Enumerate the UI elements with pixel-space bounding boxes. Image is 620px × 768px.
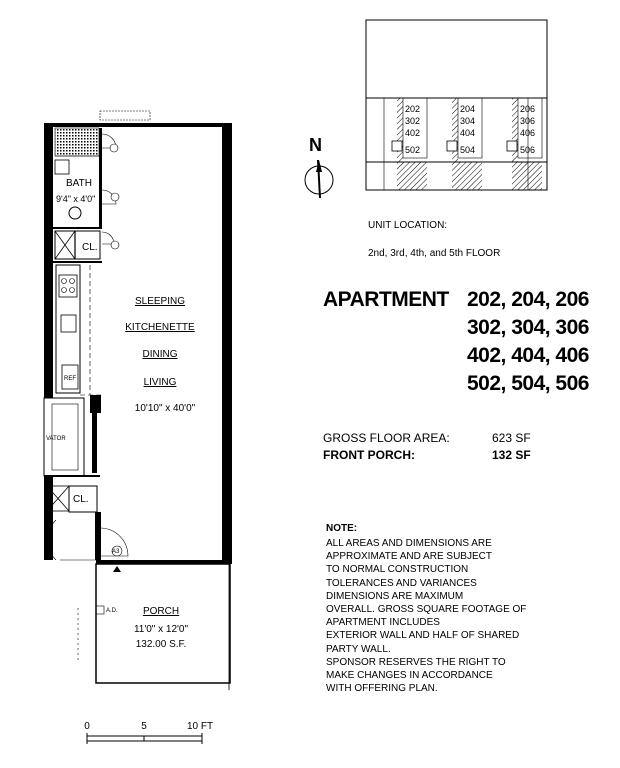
front-porch-label: FRONT PORCH: <box>323 448 415 462</box>
key-unit: 406 <box>520 128 536 138</box>
north-arrow-icon <box>305 160 333 198</box>
porch-dimension: 11'0" x 12'0" <box>133 624 189 635</box>
note-body: ALL AREAS AND DIMENSIONS ARE APPROXIMATE AND ARE SUBJECT TO NORMAL CONSTRUCTION TOLERANCES AND VARIANCES DIMENSIONS ARE MAXIMUM OVERALL. GROSS SQUARE FOOTAGE OF APARTMENT INCLUDES EXTERIOR WALL AND HALF OF SHARED PARTY WALL. SPONSOR RESERVES THE RIGHT TO MAKE CHANGES IN ACCORDANCE WITH OFFERING PLAN. <box>326 538 527 695</box>
closet-1-label: CL. <box>82 242 98 253</box>
gross-floor-area-label: GROSS FLOOR AREA: <box>323 431 450 445</box>
apartment-numbers-row: 202, 204, 206 <box>467 288 589 311</box>
key-unit: 302 <box>405 116 421 126</box>
apartment-numbers-row: 302, 304, 306 <box>467 316 589 339</box>
apartment-numbers-row: 402, 404, 406 <box>467 344 589 367</box>
note-title: NOTE: <box>326 523 358 534</box>
porch-area: 132.00 S.F. <box>135 639 187 650</box>
key-unit: 304 <box>460 116 476 126</box>
top-window <box>100 111 150 120</box>
closet-2-label: CL. <box>73 494 89 505</box>
top-wall <box>53 123 222 127</box>
key-unit: 504 <box>460 145 476 155</box>
unit-location-title: UNIT LOCATION: <box>368 220 448 231</box>
key-unit: 404 <box>460 128 476 138</box>
right-exterior-wall <box>222 123 232 560</box>
scale-label-0: 0 <box>84 721 90 732</box>
bath-tile <box>55 128 99 156</box>
room-dining: DINING <box>142 349 178 360</box>
room-sleeping: SLEEPING <box>134 296 186 307</box>
apartment-label: APARTMENT <box>323 288 449 311</box>
ref-label: REF <box>64 376 76 382</box>
scale-label-10: 10 FT <box>186 721 214 732</box>
key-unit: 206 <box>520 104 536 114</box>
elevator-label: VATOR <box>46 436 66 442</box>
key-unit: 202 <box>405 104 421 114</box>
bath-partition <box>99 128 102 228</box>
key-unit: 306 <box>520 116 536 126</box>
unit-location-floors: 2nd, 3rd, 4th, and 5th FLOOR <box>368 248 501 259</box>
key-unit: 402 <box>405 128 421 138</box>
left-exterior-wall <box>44 123 53 560</box>
key-unit: 506 <box>520 145 536 155</box>
scale-bar <box>87 733 202 744</box>
key-unit: 204 <box>460 104 476 114</box>
door-tag: A3 <box>112 549 120 555</box>
bath-label: BATH <box>66 178 92 189</box>
room-kitchenette: KITCHENETTE <box>125 322 195 333</box>
gross-floor-area-value: 623 SF <box>492 431 531 445</box>
porch-label: PORCH <box>142 606 180 617</box>
north-label: N <box>309 135 322 155</box>
front-porch-value: 132 SF <box>492 448 531 462</box>
apartment-numbers-row: 502, 504, 506 <box>467 372 589 395</box>
scale-label-5: 5 <box>141 721 147 732</box>
main-room-dimension: 10'10" x 40'0" <box>134 403 196 414</box>
key-unit: 502 <box>405 145 421 155</box>
bath-dimension: 9'4" x 4'0" <box>56 194 96 204</box>
ad-label: A.D. <box>106 608 118 614</box>
room-living: LIVING <box>143 377 177 388</box>
